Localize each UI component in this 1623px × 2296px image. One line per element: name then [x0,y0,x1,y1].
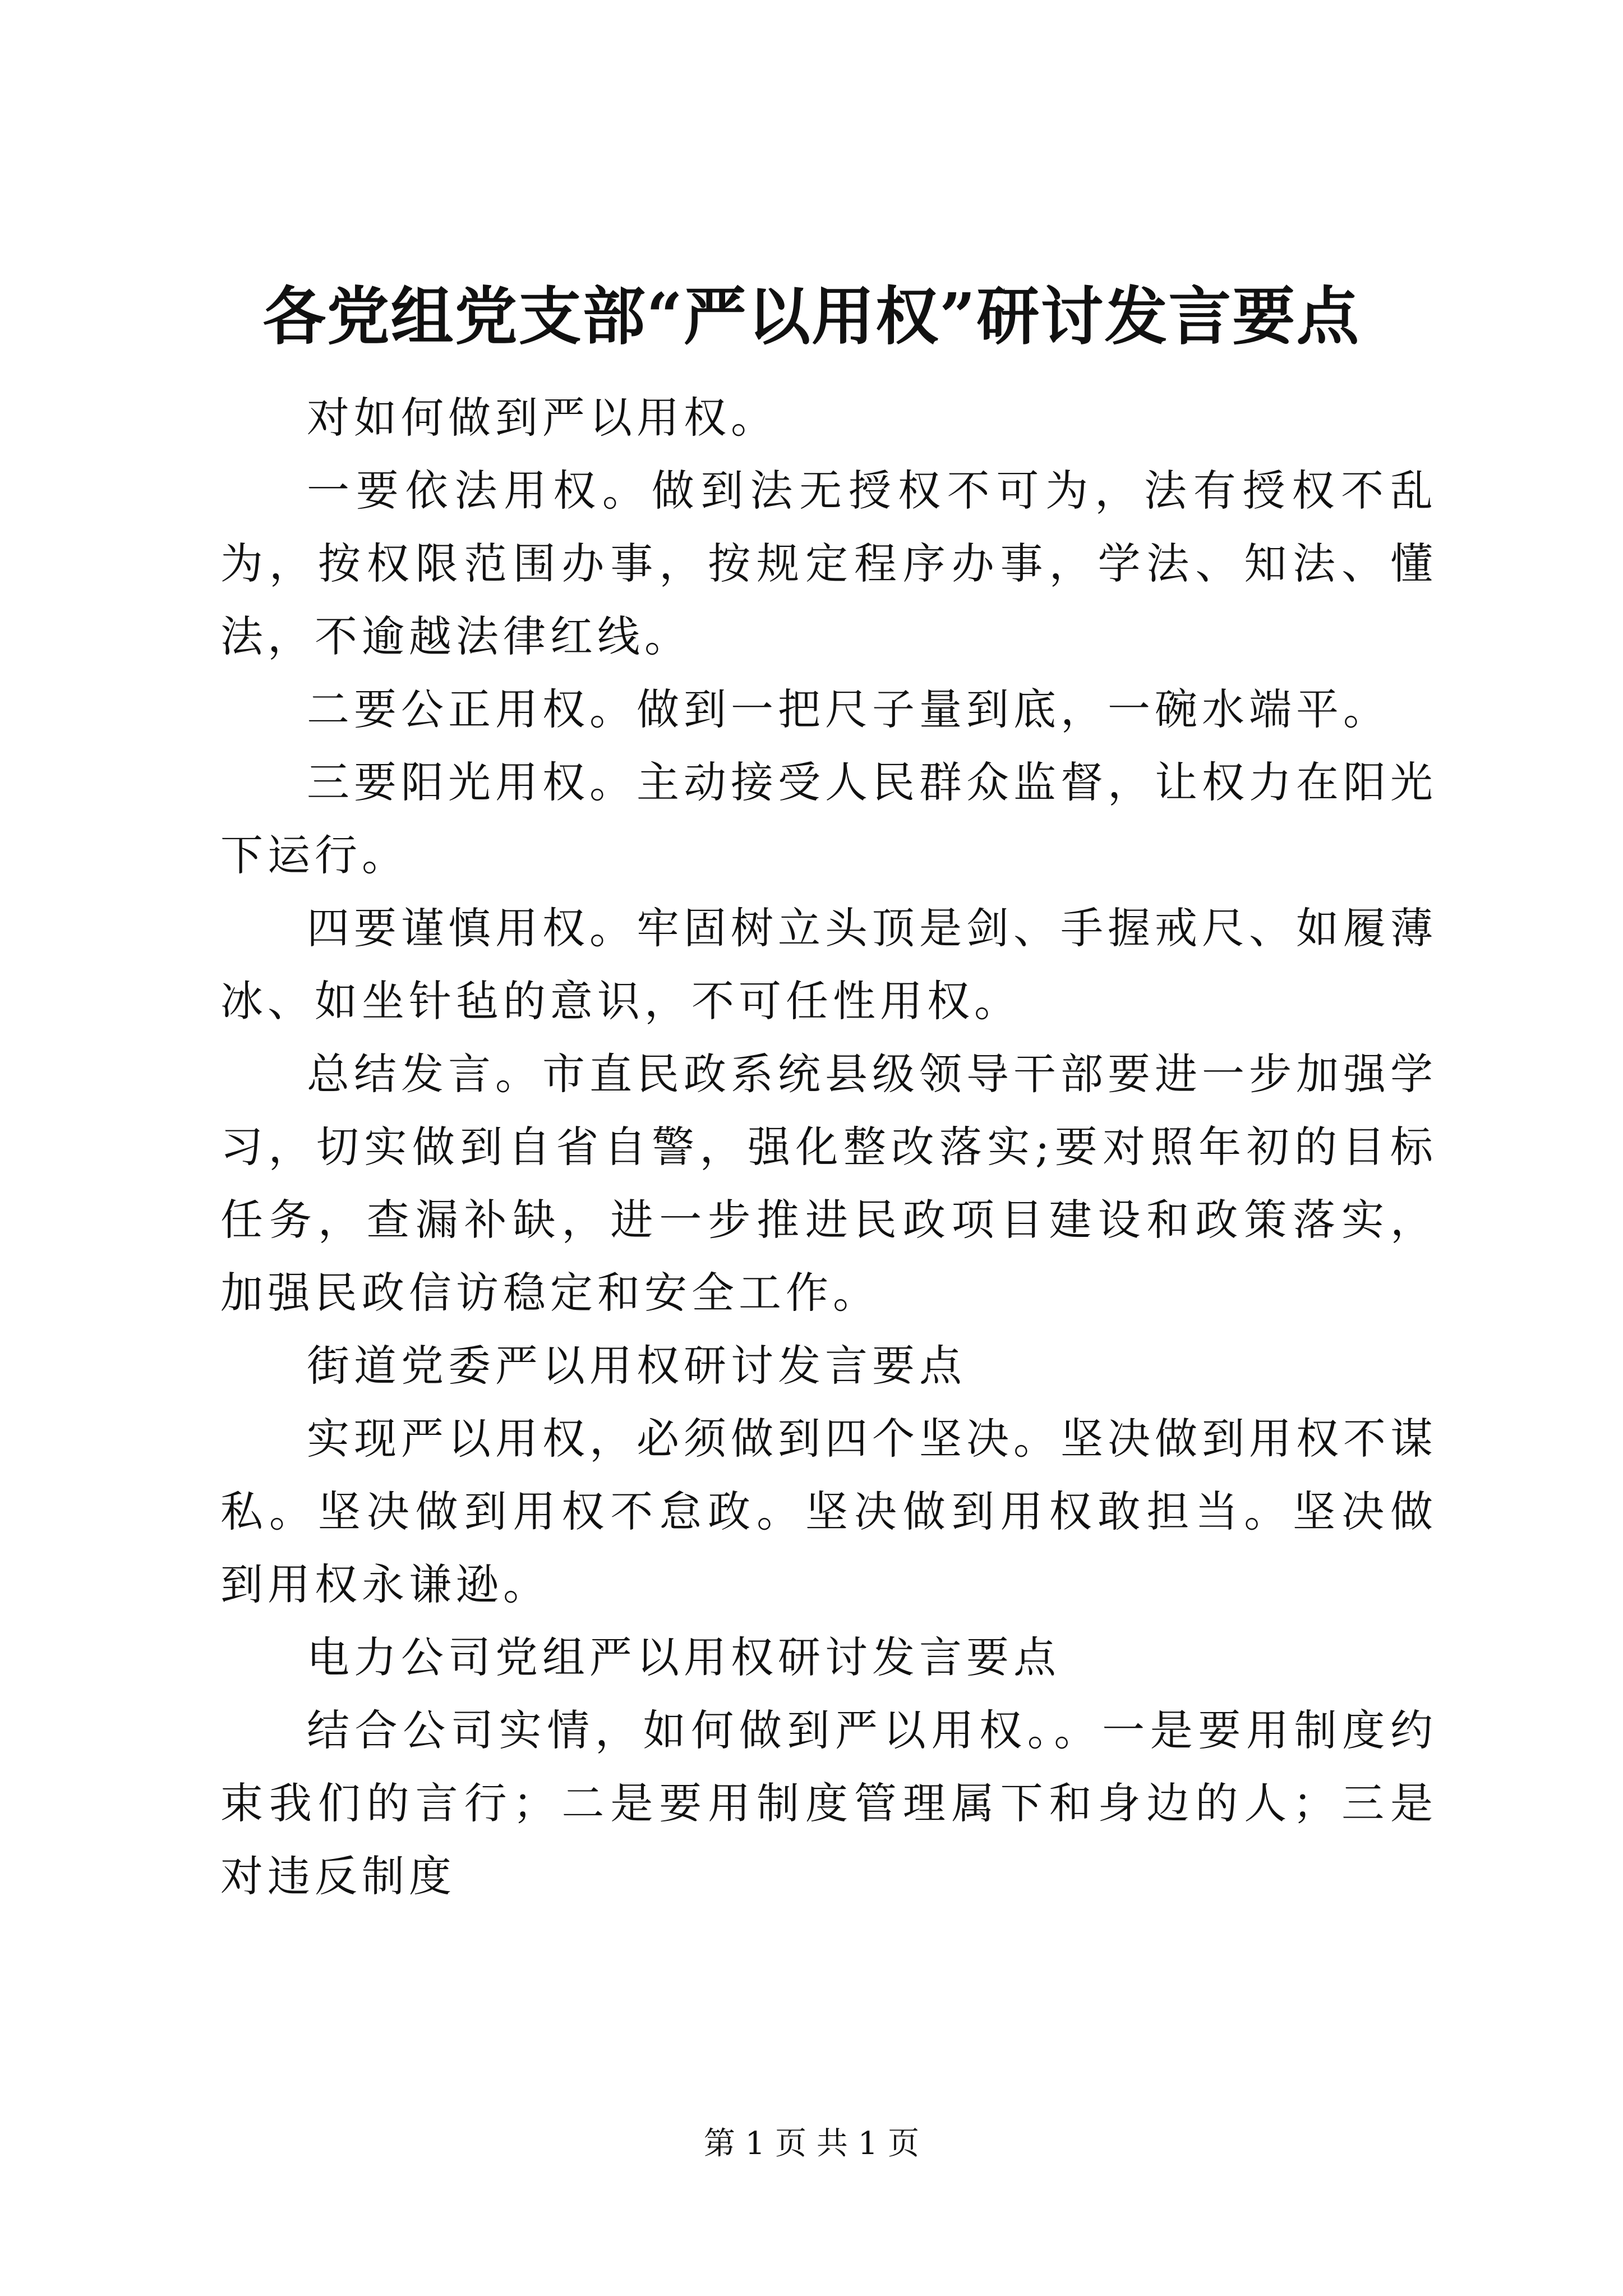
page-footer: 第 1 页 共 1 页 [703,2125,920,2162]
paragraph-open-power: 三要阳光用权。主动接受人民群众监督，让权力在阳光下运行。 [220,757,1437,880]
document-title: 各党组党支部“严以用权”研讨发言要点 [262,280,1361,353]
paragraph-street-committee-heading: 街道党委严以用权研讨发言要点 [307,1341,966,1391]
paragraph-company-practice: 结合公司实情，如何做到严以用权。。一是要用制度约束我们的言行；二是要用制度管理属下和身边的人；三是对违反制度 [220,1705,1437,1901]
paragraph-intro: 对如何做到严以用权。 [307,393,778,443]
paragraph-cautious-power: 四要谨慎用权。牢固树立头顶是剑、手握戒尺、如履薄冰、如坐针毡的意识，不可任性用权。 [220,903,1437,1026]
paragraph-power-company-heading: 电力公司党组严以用权研讨发言要点 [307,1632,1061,1682]
paragraph-lawful-power: 一要依法用权。做到法无授权不可为，法有授权不乱为，按权限范围办事，按规定程序办事，学法、知法、懂法，不逾越法律红线。 [220,466,1437,661]
paragraph-four-resolutions: 实现严以用权，必须做到四个坚决。坚决做到用权不谋私。坚决做到用权不怠政。坚决做到用权敢担当。坚决做到用权永谦逊。 [220,1414,1437,1609]
paragraph-fair-power: 二要公正用权。做到一把尺子量到底，一碗水端平。 [307,684,1390,734]
paragraph-summary: 总结发言。市直民政系统县级领导干部要进一步加强学习，切实做到自省自警，强化整改落实;要对照年初的目标任务，查漏补缺，进一步推进民政项目建设和政策落实，加强民政信访稳定和安全工作。 [220,1049,1437,1318]
document-body [220,381,1437,1913]
